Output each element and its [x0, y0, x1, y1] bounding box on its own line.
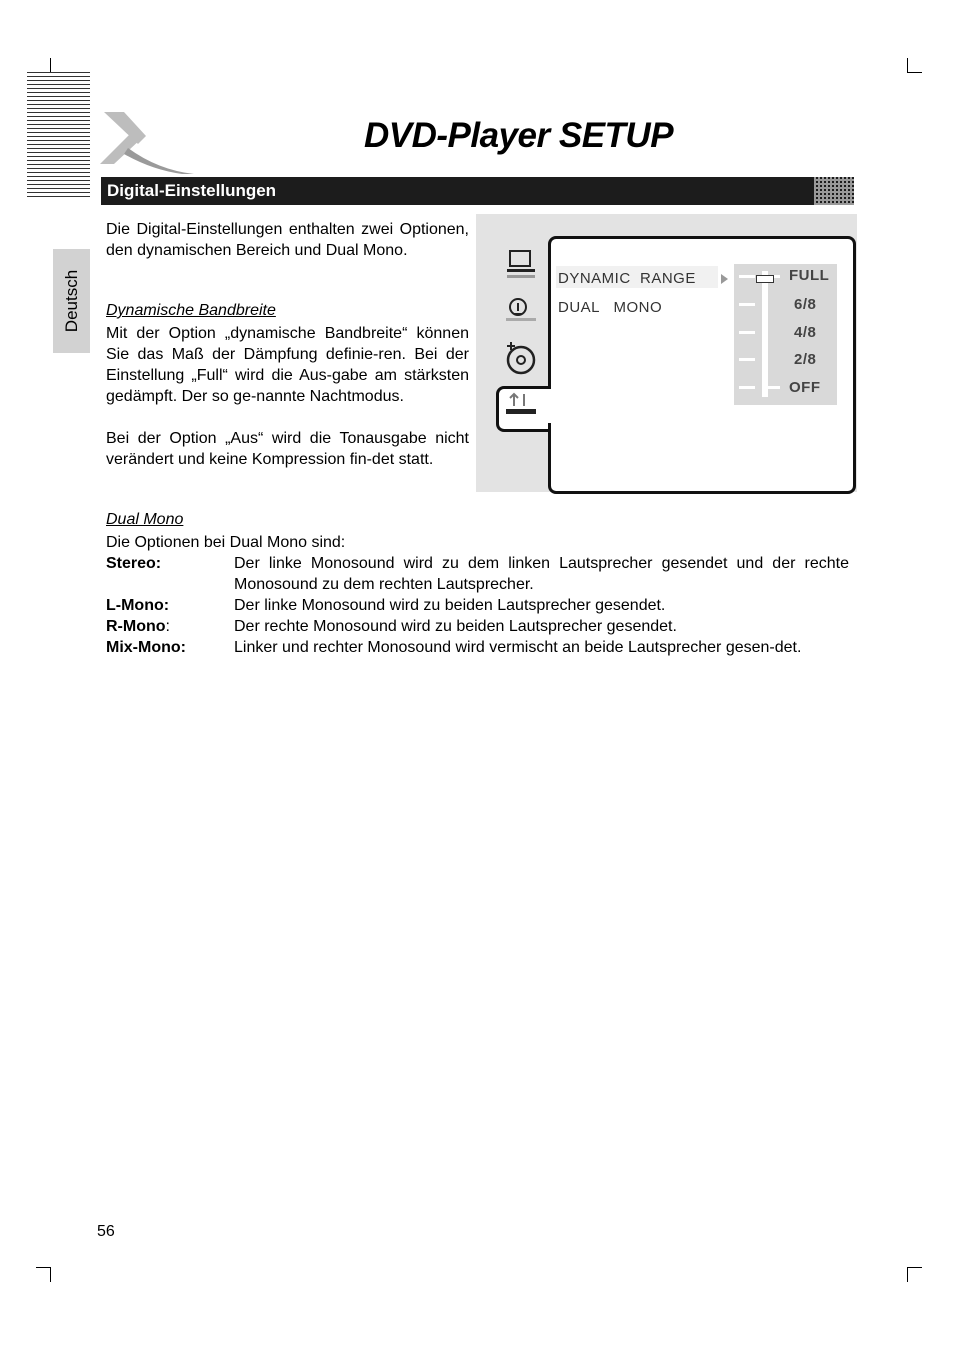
definition-desc: Der linke Monosound wird zu beiden Lautsprecher gesendet. — [234, 597, 666, 614]
level-tick — [739, 275, 755, 278]
crop-mark-top-right — [907, 58, 922, 73]
level-tick — [739, 386, 755, 389]
language-tab — [53, 249, 90, 353]
dual-mono-heading: Dual Mono — [106, 511, 184, 528]
submenu-arrow-icon — [721, 274, 728, 284]
section-header — [101, 177, 854, 205]
section-title: Digital-Einstellungen — [107, 181, 277, 200]
definition-term: R-Mono: — [106, 618, 170, 635]
definition-desc: Der linke Monosound wird zu dem linken Lautsprecher gesendet und der rechte Monosound zu dem rechten Lautsprecher. — [234, 555, 849, 593]
level-scale — [734, 264, 837, 405]
definition-term: Mix-Mono: — [106, 639, 186, 656]
page-number: 56 — [97, 1223, 115, 1240]
crop-mark-top-left — [36, 58, 51, 73]
level-option-6-8[interactable]: 6/8 — [794, 296, 817, 313]
definition-term: L-Mono: — [106, 597, 170, 614]
crop-mark-bottom-right — [907, 1267, 922, 1282]
dynamic-range-paragraph-2: Bei der Option „Aus“ wird die Tonausgabe nicht verändert und keine Kompression fin-det statt. — [106, 430, 469, 468]
intro-paragraph: Die Digital-Einstellungen enthalten zwei Optionen, den dynamischen Bereich und Dual Mono. — [106, 221, 469, 259]
level-tick — [739, 303, 755, 306]
definition-desc: Linker und rechter Monosound wird vermischt an beide Lautsprecher gesen-det. — [234, 639, 802, 656]
definition-term: Stereo: — [106, 555, 162, 572]
disc-icon — [502, 340, 538, 376]
level-option-4-8[interactable]: 4/8 — [794, 324, 817, 341]
dynamic-range-heading: Dynamische Bandbreite — [106, 302, 276, 319]
definition-desc: Der rechte Monosound wird zu beiden Lautsprecher gesendet. — [234, 618, 677, 635]
header-stripes — [27, 72, 90, 198]
level-tick — [739, 331, 755, 334]
level-tick — [768, 386, 780, 389]
menu-item-dual-mono[interactable]: DUAL MONO — [558, 299, 663, 316]
dual-mono-intro: Die Optionen bei Dual Mono sind: — [106, 534, 346, 551]
monitor-icon — [504, 248, 538, 280]
menu-item-dynamic-range[interactable]: DYNAMIC RANGE — [558, 270, 696, 287]
level-slider-knob[interactable] — [756, 275, 774, 283]
setup-menu-screenshot — [476, 214, 857, 492]
language-tab-label: Deutsch — [61, 269, 81, 333]
page-title: DVD-Player SETUP — [364, 116, 674, 155]
level-option-2-8[interactable]: 2/8 — [794, 351, 817, 368]
section-header-pattern — [814, 177, 854, 205]
level-tick — [739, 358, 755, 361]
crop-mark-bottom-left — [36, 1267, 51, 1282]
level-slider-track[interactable] — [762, 271, 768, 397]
dynamic-range-paragraph-1: Mit der Option „dynamische Bandbreite“ können Sie das Maß der Dämpfung definie-ren. Bei der Einstellung „Full“ wird die Aus-gabe am stärksten gedämpft. Der so ge-nannte Nachtmodus. — [106, 325, 469, 405]
speaker-icon — [504, 294, 538, 326]
digital-output-icon — [504, 390, 538, 418]
brand-logo-icon — [98, 108, 198, 176]
level-option-off[interactable]: OFF — [789, 379, 821, 396]
level-option-full[interactable]: FULL — [789, 267, 830, 284]
